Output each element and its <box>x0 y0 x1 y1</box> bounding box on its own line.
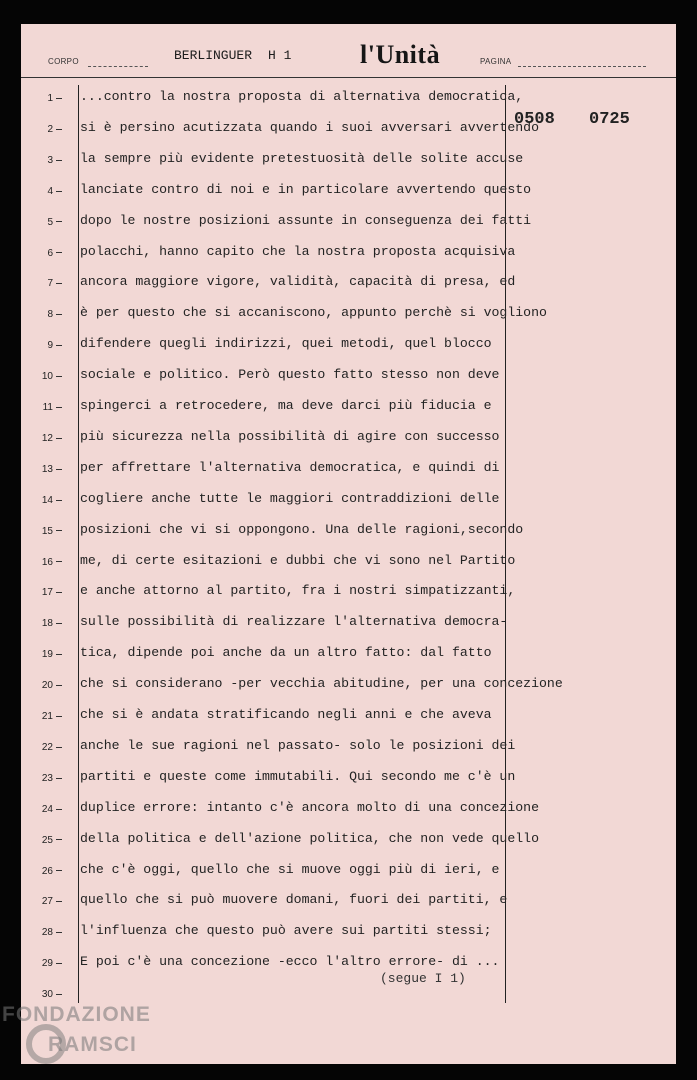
line-number <box>26 495 62 506</box>
line-number <box>26 248 62 259</box>
typed-line: la sempre più evidente pretestuosità delle solite accuse <box>80 150 524 166</box>
line-number <box>26 557 62 568</box>
typed-line: anche le sue ragioni nel passato- solo le posizioni dei <box>80 737 516 753</box>
line-number-tick <box>56 500 62 501</box>
typescript-page <box>21 24 676 1064</box>
typed-line: che si considerano -per vecchia abitudine, per una concezione <box>80 676 563 692</box>
line-number <box>26 866 62 877</box>
typed-line: per affrettare l'alternativa democratica, e quindi di <box>80 459 500 475</box>
line-number <box>26 278 62 289</box>
line-number-value: 22 <box>41 741 53 753</box>
line-number <box>26 587 62 598</box>
line-number-value: 15 <box>41 525 53 537</box>
typed-line: è per questo che si accaniscono, appunto perchè si vogliono <box>80 305 547 321</box>
line-number-tick <box>56 778 62 779</box>
typed-line: difendere quegli indirizzi, quei metodi, quel blocco <box>80 336 492 352</box>
line-number-value: 14 <box>41 494 53 506</box>
typed-line: polacchi, hanno capito che la nostra proposta acquisiva <box>80 243 516 259</box>
line-number <box>26 989 62 1000</box>
line-number-tick <box>56 191 62 192</box>
pagina-label: PAGINA <box>480 57 512 66</box>
line-number-tick <box>56 685 62 686</box>
line-number-value: 5 <box>47 216 53 228</box>
typed-line: ancora maggiore vigore, validità, capacità di presa, ed <box>80 274 516 290</box>
typed-line: partiti e queste come immutabili. Qui secondo me c'è un <box>80 768 516 784</box>
line-number-tick <box>56 283 62 284</box>
line-number <box>26 186 62 197</box>
typed-line: che c'è oggi, quello che si muove oggi più di ieri, e <box>80 861 500 877</box>
typed-line: duplice errore: intanto c'è ancora molto di una concezione <box>80 799 539 815</box>
typed-line: e anche attorno al partito, fra i nostri simpatizzanti, <box>80 583 516 599</box>
line-number-value: 26 <box>41 865 53 877</box>
line-number-tick <box>56 469 62 470</box>
line-number-value: 11 <box>42 402 53 413</box>
line-number <box>26 371 62 382</box>
line-number <box>26 804 62 815</box>
line-number-value: 25 <box>41 834 53 846</box>
typed-line: posizioni che vi si oppongono. Una delle ragioni,secondo <box>80 521 524 537</box>
line-number <box>26 217 62 228</box>
line-number-tick <box>56 716 62 717</box>
line-number-tick <box>56 561 62 562</box>
line-number-tick <box>56 438 62 439</box>
line-number <box>26 433 62 444</box>
line-number-value: 3 <box>47 154 53 166</box>
line-number-tick <box>56 252 62 253</box>
line-number-value: 27 <box>41 896 53 908</box>
typed-line: della politica e dell'azione politica, che non vede quello <box>80 830 539 846</box>
typed-line: sulle possibilità di realizzare l'alternativa democra- <box>80 614 508 630</box>
line-number <box>26 835 62 846</box>
line-number-value: 29 <box>41 958 53 970</box>
typed-code: H 1 <box>268 48 292 63</box>
line-number <box>26 958 62 969</box>
line-number-value: 24 <box>41 803 53 815</box>
line-number-tick <box>56 623 62 624</box>
line-number-value: 28 <box>41 927 53 939</box>
header-rule <box>21 77 676 78</box>
line-number-tick <box>56 901 62 902</box>
line-number-value: 21 <box>41 711 53 722</box>
line-number <box>26 618 62 629</box>
stamp-number-2: 0725 <box>589 110 630 129</box>
line-number <box>26 340 62 351</box>
segue-note: (segue I 1) <box>380 971 466 986</box>
typed-line: che si è andata stratificando negli anni e che aveva <box>80 707 492 722</box>
line-number <box>26 927 62 938</box>
corpo-field-line <box>88 66 148 67</box>
typed-line: lanciate contro di noi e in particolare avvertendo questo <box>80 181 532 197</box>
line-number-value: 12 <box>41 432 53 444</box>
line-number-tick <box>56 747 62 748</box>
stamp-number-1: 0508 <box>514 110 555 129</box>
line-number-tick <box>56 407 62 408</box>
line-number <box>26 309 62 320</box>
line-number-value: 10 <box>41 371 53 383</box>
line-number-tick <box>56 963 62 964</box>
line-number-value: 7 <box>47 278 53 290</box>
line-number-value: 2 <box>47 123 53 135</box>
typed-line: sociale e politico. Però questo fatto stesso non deve <box>80 367 500 383</box>
typed-line: E poi c'è una concezione -ecco l'altro errore- di ... <box>80 954 500 970</box>
line-number-tick <box>56 839 62 840</box>
unita-logo: l'Unità <box>360 40 441 69</box>
line-number-value: 16 <box>41 556 53 568</box>
watermark-gramsci: RAMSCI <box>48 1033 137 1056</box>
watermark-fondazione: FONDAZIONE <box>2 1003 151 1026</box>
line-number-tick <box>56 376 62 377</box>
line-number <box>26 93 62 104</box>
line-number-tick <box>56 221 62 222</box>
corpo-label: CORPO <box>48 57 79 66</box>
line-number <box>26 742 62 753</box>
line-number-value: 4 <box>47 185 53 197</box>
line-number <box>26 649 62 660</box>
line-number-tick <box>56 994 62 995</box>
line-number-value: 17 <box>41 587 53 599</box>
line-number-value: 19 <box>41 649 53 661</box>
line-number-tick <box>56 932 62 933</box>
typed-line: l'influenza che questo può avere sui partiti stessi; <box>80 923 492 939</box>
line-number-tick <box>56 654 62 655</box>
line-number <box>26 124 62 135</box>
typed-line: più sicurezza nella possibilità di agire con successo <box>80 428 500 444</box>
typed-line: spingerci a retrocedere, ma deve darci più fiducia e <box>80 398 492 413</box>
line-number-tick <box>56 592 62 593</box>
typed-line: si è persino acutizzata quando i suoi avversari avvertendo <box>80 119 539 135</box>
typed-line: ...contro la nostra proposta di alternativa democratica, <box>80 89 524 104</box>
line-number-tick <box>56 345 62 346</box>
typed-line: cogliere anche tutte le maggiori contraddizioni delle <box>80 490 500 506</box>
line-number <box>26 155 62 166</box>
line-number-tick <box>56 98 62 99</box>
line-number <box>26 896 62 907</box>
line-number-value: 6 <box>47 247 53 259</box>
line-number-tick <box>56 129 62 130</box>
typed-line: me, di certe esitazioni e dubbi che vi sono nel Partito <box>80 552 516 568</box>
pagina-field-line <box>518 66 646 67</box>
line-number-value: 18 <box>41 618 53 630</box>
typed-line: quello che si può muovere domani, fuori dei partiti, e <box>80 892 508 908</box>
line-number <box>26 680 62 691</box>
line-number-value: 20 <box>41 680 53 692</box>
line-number <box>26 464 62 475</box>
line-number <box>26 402 62 413</box>
line-number <box>26 526 62 537</box>
line-number-tick <box>56 160 62 161</box>
line-number-tick <box>56 809 62 810</box>
line-number <box>26 711 62 722</box>
line-number-tick <box>56 530 62 531</box>
line-number-value: 8 <box>47 309 53 321</box>
line-number-value: 9 <box>47 340 53 352</box>
line-number-value: 23 <box>41 772 53 784</box>
line-number-tick <box>56 870 62 871</box>
typed-author: BERLINGUER <box>174 48 253 63</box>
line-number-value: 13 <box>41 463 53 475</box>
line-number-value: 1 <box>47 93 53 104</box>
typed-line: tica, dipende poi anche da un altro fatto: dal fatto <box>80 645 492 661</box>
line-number-value: 30 <box>41 989 53 1001</box>
left-margin-rule <box>78 85 79 1003</box>
typed-line: dopo le nostre posizioni assunte in conseguenza dei fatti <box>80 212 532 228</box>
line-number-tick <box>56 314 62 315</box>
line-number <box>26 773 62 784</box>
